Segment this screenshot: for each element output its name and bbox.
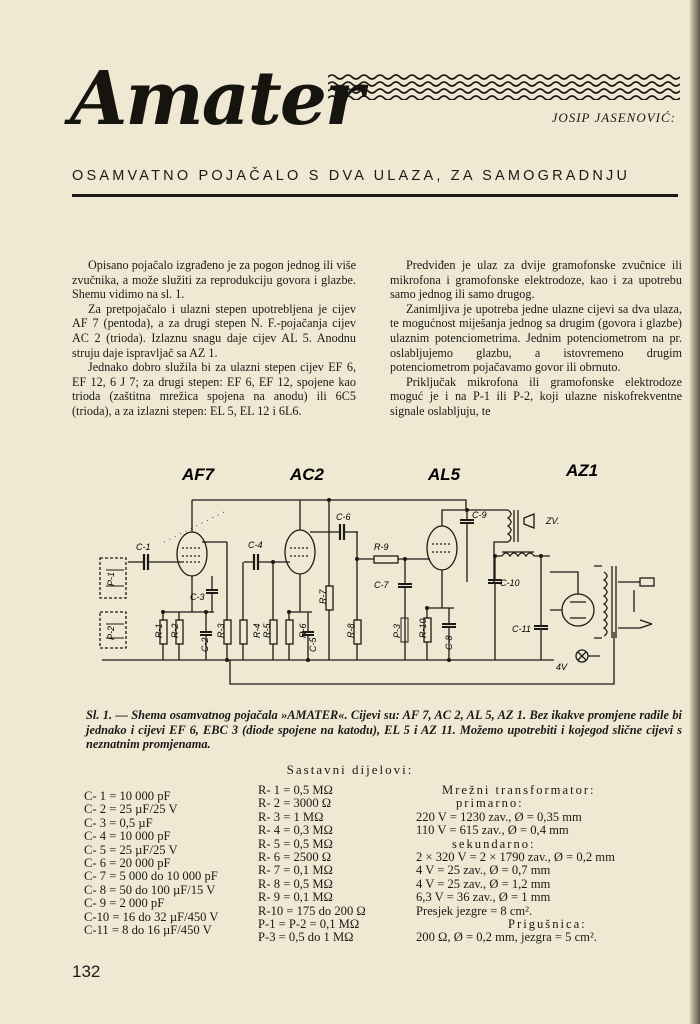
label-r7: R-7 — [318, 589, 328, 604]
label-c2: C-2 — [200, 637, 210, 652]
label-c6: C-6 — [336, 512, 351, 522]
tube-label-af7: AF7 — [182, 465, 215, 484]
label-r10: R-10 — [418, 618, 428, 638]
list-item: C- 6 = 20 000 pF — [84, 856, 171, 871]
tube-al5 — [427, 526, 457, 570]
parts-list-title: Sastavni dijelovi: — [286, 762, 414, 777]
list-item: C- 5 = 25 µF/25 V — [84, 842, 178, 857]
transformer-title: Mrežni transformator: — [442, 783, 596, 797]
title-rule — [72, 194, 678, 197]
list-item: R-10 = 175 do 200 Ω — [258, 903, 366, 918]
label-c11: C-11 — [512, 624, 531, 634]
label-p1: P-1 — [106, 571, 116, 586]
list-item: 220 V = 1230 zav., Ø = 0,35 mm — [416, 809, 582, 824]
label-c3: C-3 — [190, 592, 205, 602]
choke-spec: 200 Ω, Ø = 0,2 mm, jezgra = 5 cm². — [416, 930, 597, 945]
page-binding-shadow — [690, 0, 700, 1024]
tube-az1 — [562, 594, 594, 626]
body-column-right — [390, 258, 682, 419]
paragraph: Zanimljiva je upotreba jedne ulazne cijevi sa dva ulaza, te mogućnost miješanja jednog sa drugim (govora i glazbe) ulaznim potenciometrima. Jednim potenciometrom na pr. oslabljujemo glazbu, a istovremeno drugim potenciometrom pojačavamo govor ili obrnuto. — [390, 301, 682, 375]
list-item: R- 4 = 0,3 MΩ — [258, 823, 333, 838]
label-4v: 4V — [556, 662, 568, 672]
list-item: R- 5 = 0,5 MΩ — [258, 836, 333, 851]
paragraph: Priključak mikrofona ili gramofonske elektrodoze moguć je i na P-1 ili P-2, koji ulazne niskofrekventne signale oslabljuju, te — [390, 374, 682, 418]
output-transformer — [466, 510, 534, 582]
decorative-wavy-lines — [328, 72, 680, 100]
label-c8: C-8 — [444, 635, 454, 650]
paragraph: Opisano pojačalo izgrađeno je za pogon jednog ili više zvučnika, a može služiti za reprodukciju govora i glazbe. Shemu vidimo na sl. 1. — [72, 258, 356, 302]
label-c1: C-1 — [136, 542, 151, 552]
circuit-schematic — [94, 462, 662, 698]
core-section: Presjek jezgre = 8 cm². — [416, 903, 533, 918]
list-item: 4 V = 25 zav., Ø = 1,2 mm — [416, 876, 551, 891]
label-p2: P-2 — [106, 625, 116, 640]
label-p3: P-3 — [392, 623, 402, 638]
list-item: 110 V = 615 zav., Ø = 0,4 mm — [416, 823, 569, 838]
label-c7: C-7 — [374, 580, 389, 590]
list-item: R- 9 = 0,1 MΩ — [258, 890, 333, 905]
tube-label-az1: AZ1 — [566, 462, 599, 480]
body-column-left — [72, 258, 356, 419]
label-r8: R-8 — [346, 623, 356, 638]
mains-transformer — [594, 566, 640, 638]
list-item: C- 8 = 50 do 100 µF/15 V — [84, 882, 216, 897]
figure-caption: Sl. 1. — Shema osamvatnog pojačala »AMATER«. Cijevi su: AF 7, AC 2, AL 5, AZ 1. Bez ikakve promjene radile bi jednako i cijevi EF 6, EBC 3 (diode spojene na katodu), EL 5 i AZ 11. Možemo upotrebiti i kojegod slične cijevi s neznatnim promjenama. — [86, 708, 682, 752]
list-item: C- 4 = 10 000 pF — [84, 829, 171, 844]
tube-label-ac2: AC2 — [290, 465, 325, 484]
label-r1: R-1 — [154, 623, 164, 638]
label-r3: R-3 — [216, 623, 226, 638]
paragraph: Jednako dobro služila bi za ulazni stepen cijev EF 6, EF 12, 6 J 7; za drugi stepen: EF 6, EF 12, spojene kao trioda (zaštitna mrežica spojena na anodu) ili 6C5 (trioda), a za izlazni stepen: EL 5, EL 12 i 6L6. — [72, 360, 356, 418]
resistor-list — [258, 784, 366, 945]
article-title: Amater — [70, 56, 362, 142]
label-zv: ZV. — [546, 516, 560, 526]
list-item: 4 V = 25 zav., Ø = 0,7 mm — [416, 863, 551, 878]
primary-title: primarno: — [456, 796, 524, 811]
paragraph: Za pretpojačalo i ulazni stepen upotrebljena je cijev AF 7 (pentoda), a za drugi stepen N. F.-pojačanja cijev AC 2 (trioda). Izlaznu snagu daje cijev AL 5. Anodnu struju daje ispravljač sa AZ 1. — [72, 301, 356, 360]
list-item: R- 7 = 0,1 MΩ — [258, 863, 333, 878]
tube-ac2 — [285, 530, 315, 574]
list-item: 2 × 320 V = 2 × 1790 zav., Ø = 0,2 mm — [416, 850, 615, 865]
label-c5: C-5 — [308, 637, 318, 652]
author-name: JOSIP JASENOVIĆ: — [551, 110, 676, 125]
paragraph: Predviđen je ulaz za dvije gramofonske zvučnice ili mikrofona i gramofonske elektrodoze, kao i za upotrebu samo jednog ili samo drugog. — [390, 258, 682, 302]
label-r4: R-4 — [252, 623, 262, 638]
label-r5: R-5 — [262, 623, 272, 638]
list-item: C-10 = 16 do 32 µF/450 V — [84, 909, 219, 924]
list-item: R- 3 = 1 MΩ — [258, 809, 324, 824]
list-item: C- 1 = 10 000 pF — [84, 789, 171, 803]
label-c9: C-9 — [472, 510, 487, 520]
article-subtitle: OSAMVATNO POJAČALO S DVA ULAZA, ZA SAMOGRADNJU — [72, 168, 631, 184]
list-item: C- 9 = 2 000 pF — [84, 896, 165, 911]
transformer-specs — [416, 784, 615, 945]
list-item: 6,3 V = 36 zav., Ø = 1 mm — [416, 890, 551, 905]
tube-af7 — [177, 532, 207, 576]
list-item: R- 1 = 0,5 MΩ — [258, 783, 333, 797]
capacitor-list — [84, 790, 218, 937]
secondary-title: sekundarno: — [452, 836, 536, 851]
label-r6: R-6 — [298, 623, 308, 638]
label-r9: R-9 — [374, 542, 389, 552]
list-item: C- 7 = 5 000 do 10 000 pF — [84, 869, 218, 884]
list-item: P-1 = P-2 = 0,1 MΩ — [258, 917, 360, 932]
list-item: R- 8 = 0,5 MΩ — [258, 876, 333, 891]
label-c4: C-4 — [248, 540, 263, 550]
list-item: C- 3 = 0,5 µF — [84, 815, 153, 830]
label-r2: R-2 — [170, 623, 180, 638]
choke-title: Prigušnica: — [508, 917, 587, 932]
list-item: R- 2 = 3000 Ω — [258, 796, 332, 811]
label-c10: C-10 — [500, 578, 520, 588]
list-item: C-11 = 8 do 16 µF/450 V — [84, 923, 212, 938]
page-number: 132 — [72, 962, 101, 981]
list-item: C- 2 = 25 µF/25 V — [84, 802, 178, 817]
list-item: P-3 = 0,5 do 1 MΩ — [258, 930, 354, 945]
list-item: R- 6 = 2500 Ω — [258, 850, 332, 865]
tube-label-al5: AL5 — [428, 465, 461, 484]
